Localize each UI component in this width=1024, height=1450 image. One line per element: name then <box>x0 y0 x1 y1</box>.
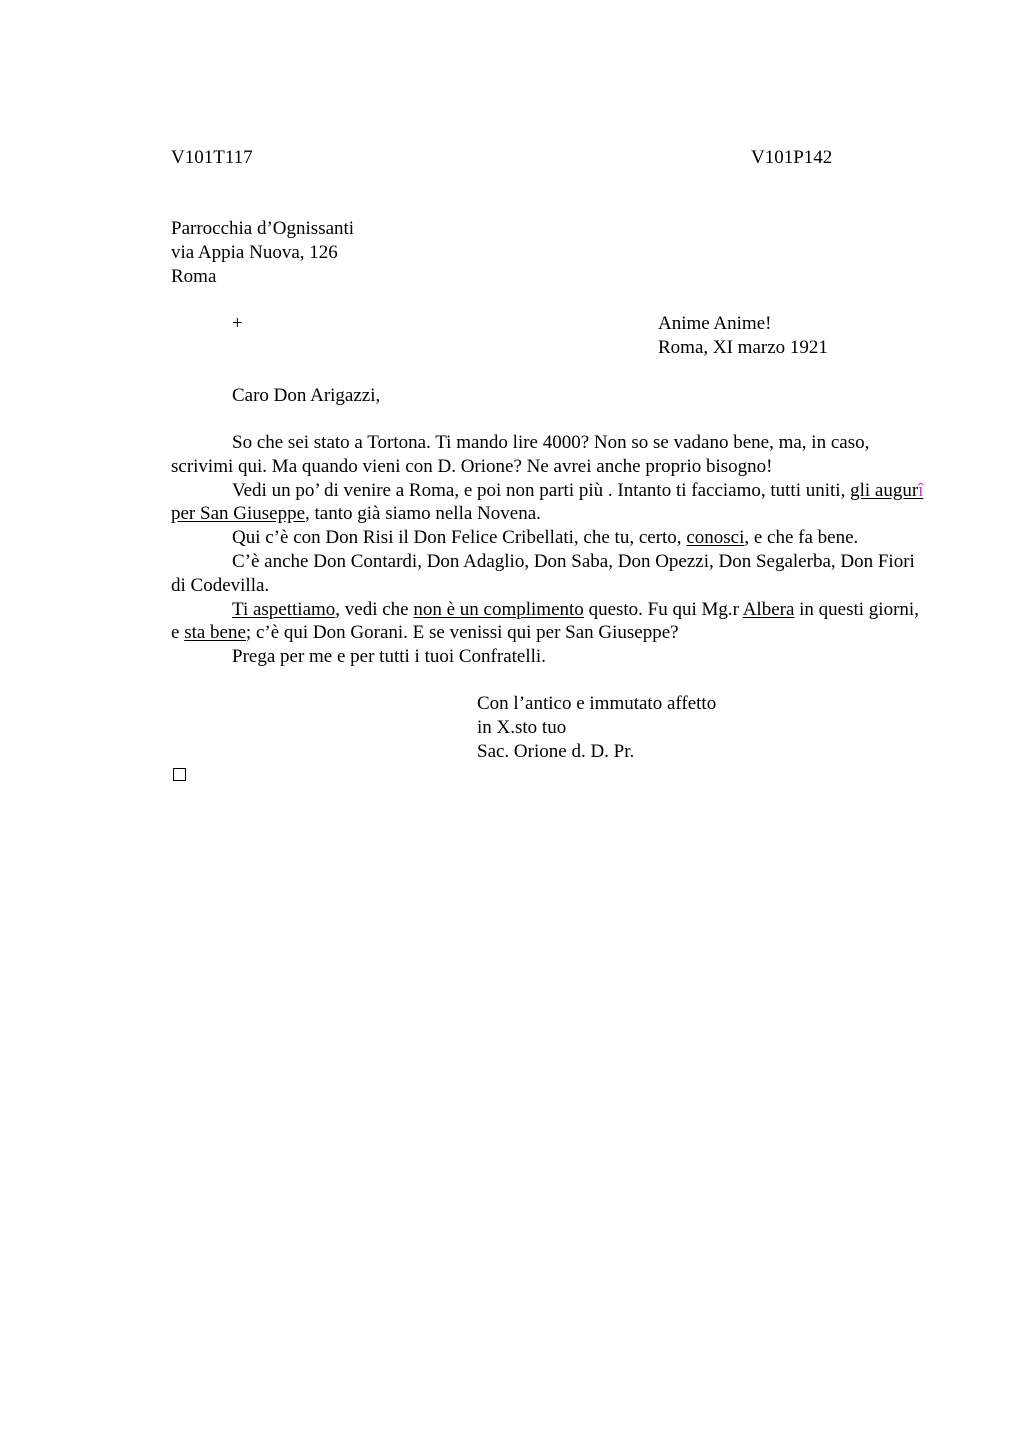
underlined-phrase: sta bene <box>184 622 246 644</box>
address-line-1: Parrocchia d’Ognissanti <box>171 218 355 239</box>
closing-line-2: in X.sto tuo <box>477 717 567 738</box>
underlined-phrase: Ti aspettiamo <box>232 598 336 620</box>
closing-line-1: Con l’antico e immutato affetto <box>477 693 717 714</box>
underlined-word: conosci <box>686 527 745 549</box>
address-line-2: via Appia Nuova, 126 <box>171 242 338 263</box>
paragraph-2: Vedi un po’ di venire a Roma, e poi non parti più . Intanto ti facciamo, tutti uniti, gli augurî per San Giuseppe, tanto già siamo nella Novena. <box>171 479 924 525</box>
paragraph-4: C’è anche Don Contardi, Don Adaglio, Don Saba, Don Opezzi, Don Segalerba, Don Fiori di Codevilla. <box>171 550 915 596</box>
checkbox-square-icon <box>173 768 186 781</box>
address-line-3: Roma <box>171 266 217 287</box>
correction-mark: î <box>918 479 924 501</box>
document-code-right: V101P142 <box>751 147 833 168</box>
date-line: Roma, XI marzo 1921 <box>658 337 828 358</box>
paragraph-6: Prega per me e per tutti i tuoi Confratelli. <box>232 646 546 668</box>
underlined-phrase: gli augurî per San Giuseppe <box>171 479 924 525</box>
cross-symbol: + <box>232 313 243 334</box>
motto: Anime Anime! <box>658 313 772 334</box>
paragraph-3: Qui c’è con Don Risi il Don Felice Cribellati, che tu, certo, conosci, e che fa bene. <box>232 527 859 549</box>
document-code-left: V101T117 <box>171 147 253 168</box>
salutation: Caro Don Arigazzi, <box>232 385 381 406</box>
paragraph-5: Ti aspettiamo, vedi che non è un complimento questo. Fu qui Mg.r Albera in questi giorni, e sta bene; c’è qui Don Gorani. E se venissi qui per San Giuseppe? <box>171 598 919 644</box>
signature: Sac. Orione d. D. Pr. <box>477 741 635 762</box>
underlined-phrase: non è un complimento <box>413 598 584 620</box>
paragraph-1: So che sei stato a Tortona. Ti mando lire 4000? Non so se vadano bene, ma, in caso, scrivimi qui. Ma quando vieni con D. Orione? Ne avrei anche proprio bisogno! <box>171 432 870 477</box>
letter-body <box>171 431 931 669</box>
underlined-name: Albera <box>742 598 795 620</box>
